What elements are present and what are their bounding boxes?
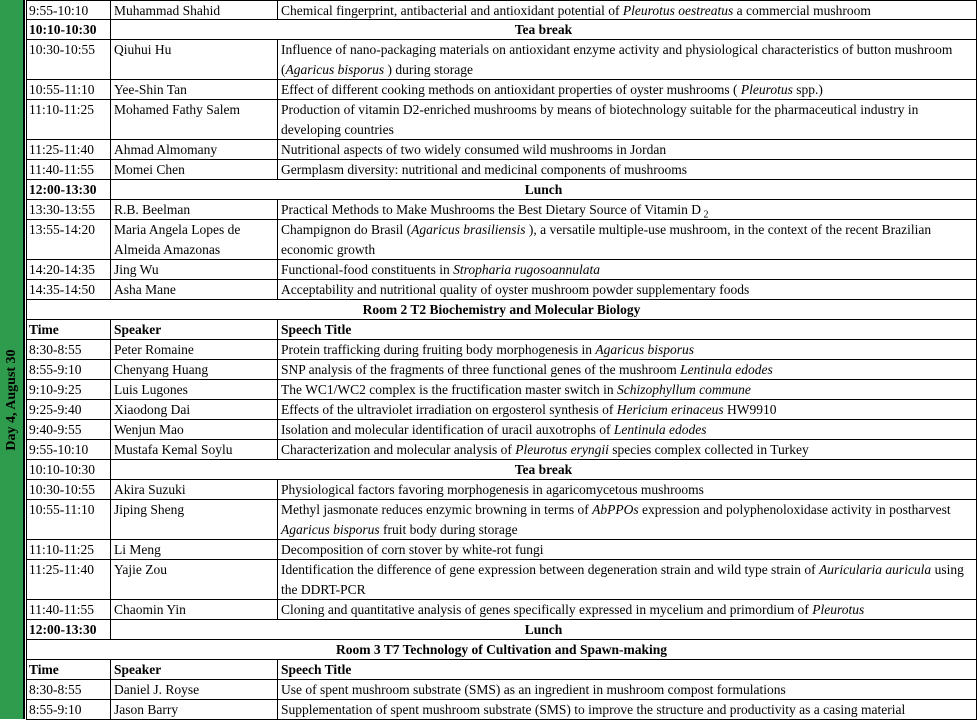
species-name: Lentinula edodes [613, 422, 707, 437]
speaker-cell: Jiping Sheng [111, 500, 278, 539]
title-text: SNP analysis of the fragments of three functional genes of the mushroom [281, 362, 681, 377]
speaker-cell: Qiuhui Hu [111, 40, 278, 79]
time-cell: 9:40-9:55 [27, 420, 111, 439]
lunch-time: 12:00-13:30 [27, 180, 111, 199]
title-text: HW9910 [723, 402, 777, 417]
time-cell: 9:10-9:25 [27, 380, 111, 399]
table-row [26, 380, 977, 400]
title-cell [278, 160, 976, 179]
title-text: Decomposition of corn stover by white-rot fungi [281, 542, 544, 557]
table-row [26, 360, 977, 380]
title-cell [278, 440, 976, 459]
title-text: using the DDRT-PCR [281, 562, 964, 597]
title-text: Physiological factors favoring morphogenesis in agaricomycetous mushrooms [281, 482, 704, 497]
column-header-row [26, 660, 977, 680]
title-cell [278, 420, 976, 439]
column-header-row [26, 320, 977, 340]
time-cell: 9:55-10:10 [27, 440, 111, 459]
table-row [26, 500, 977, 540]
title-cell [278, 560, 976, 599]
title-cell [278, 1, 976, 19]
tea-break-row [26, 20, 977, 40]
day-sidebar [0, 0, 25, 719]
lunch-time: 12:00-13:30 [27, 620, 111, 639]
speaker-cell: Jing Wu [111, 260, 278, 279]
time-cell: 11:25-11:40 [27, 140, 111, 159]
speaker-cell: Luis Lugones [111, 380, 278, 399]
species-name: Agaricus brasiliensis [411, 222, 526, 237]
time-cell: 8:30-8:55 [27, 680, 111, 699]
room-title: Room 3 T7 Technology of Cultivation and Spawn-making [336, 642, 667, 657]
table-row [26, 200, 977, 220]
title-text: Cloning and quantitative analysis of genes specifically expressed in mycelium and primordium of [281, 602, 813, 617]
table-row [26, 280, 977, 300]
table-row [26, 540, 977, 560]
species-name: Pleurotus [740, 82, 793, 97]
title-cell [278, 540, 976, 559]
title-text: Characterization and molecular analysis of [281, 442, 516, 457]
title-text: spp.) [792, 82, 823, 97]
table-row [26, 40, 977, 80]
species-name: Stropharia rugosoannulata [453, 262, 601, 277]
title-text: ), a versatile multiple-use mushroom, in the context of the recent Brazilian economic growth [281, 222, 932, 257]
title-cell [278, 360, 976, 379]
speaker-cell: Akira Suzuki [111, 480, 278, 499]
title-cell [278, 260, 976, 279]
tea-break-row [26, 460, 977, 480]
time-cell: 13:30-13:55 [27, 200, 111, 219]
table-row [26, 560, 977, 600]
room-header [26, 640, 977, 660]
title-cell [278, 140, 976, 159]
title-text: Effect of different cooking methods on antioxidant properties of oyster mushrooms ( [281, 82, 741, 97]
title-cell [278, 80, 976, 99]
time-cell: 8:55-9:10 [27, 700, 111, 719]
title-text: Identification the difference of gene expression between degeneration strain and wild type strain of [281, 562, 820, 577]
table-row [26, 420, 977, 440]
time-cell: 11:25-11:40 [27, 560, 111, 599]
speaker-cell: Wenjun Mao [111, 420, 278, 439]
table-row [26, 440, 977, 460]
speaker-cell: Momei Chen [111, 160, 278, 179]
time-cell: 9:55-10:10 [27, 1, 111, 19]
time-cell: 10:30-10:55 [27, 480, 111, 499]
lunch-label: Lunch [524, 182, 563, 197]
table-row [26, 340, 977, 360]
table-row [26, 260, 977, 280]
room-header [26, 300, 977, 320]
table-row [26, 400, 977, 420]
speaker-cell: Mohamed Fathy Salem [111, 100, 278, 139]
time-cell: 11:40-11:55 [27, 600, 111, 619]
title-text: The WC1/WC2 complex is the fructification master switch in [281, 382, 618, 397]
species-name: Schizophyllum commune [617, 382, 751, 397]
title-text: Effects of the ultraviolet irradiation on ergosterol synthesis of [281, 402, 617, 417]
time-cell: 11:10-11:25 [27, 540, 111, 559]
title-cell [278, 680, 976, 699]
title-cell [278, 700, 976, 719]
title-text: fruit body during storage [379, 521, 518, 537]
species-name: Pleurotus eryngii [515, 442, 609, 457]
title-text: Use of spent mushroom substrate (SMS) as an ingredient in mushroom compost formulations [281, 682, 786, 697]
speaker-cell: Muhammad Shahid [111, 1, 278, 19]
title-text: Supplementation of spent mushroom substrate (SMS) to improve the structure and productivity as a casing material [281, 702, 906, 717]
time-cell: 8:55-9:10 [27, 360, 111, 379]
title-column-header: Speech Title [281, 322, 352, 337]
table-row [26, 700, 977, 720]
title-text: expression and polyphenoloxidase activity in postharvest [638, 502, 951, 517]
title-text: a commercial mushroom [733, 3, 871, 18]
speaker-cell: Li Meng [111, 540, 278, 559]
title-text: species complex collected in Turkey [608, 442, 809, 457]
title-text: Protein trafficking during fruiting body morphogenesis in [281, 342, 596, 357]
title-text: Influence of nano-packaging materials on antioxidant enzyme activity and physiological characteristics of button mushroom ( [281, 42, 953, 77]
time-cell: 10:30-10:55 [27, 40, 111, 79]
title-column-header: Speech Title [281, 662, 352, 677]
title-cell [278, 40, 976, 79]
break-time: 10:10-10:30 [27, 460, 111, 479]
lunch-row [26, 620, 977, 640]
break-label: Tea break [514, 462, 573, 477]
speaker-cell: Chenyang Huang [111, 360, 278, 379]
speaker-cell: Mustafa Kemal Soylu [111, 440, 278, 459]
table-row [26, 600, 977, 620]
time-cell: 11:10-11:25 [27, 100, 111, 139]
time-cell: 9:25-9:40 [27, 400, 111, 419]
table-row [26, 480, 977, 500]
time-cell: 11:40-11:55 [27, 160, 111, 179]
species-name: Agaricus bisporus [595, 342, 694, 357]
room-title: Room 2 T2 Biochemistry and Molecular Biology [362, 302, 641, 317]
subscript: 2 [701, 209, 709, 219]
table-row [26, 160, 977, 180]
time-cell: 10:55-11:10 [27, 80, 111, 99]
title-text: Methyl jasmonate reduces enzymic browning in terms of [281, 502, 593, 517]
title-text: Production of vitamin D2-enriched mushrooms by means of biotechnology suitable for the pharmaceutical industry in developing countries [281, 102, 919, 137]
species-name: Agaricus bisporus [285, 61, 385, 77]
title-cell [278, 280, 976, 299]
title-cell [278, 220, 976, 259]
table-row [26, 80, 977, 100]
speaker-cell: Yajie Zou [111, 560, 278, 599]
lunch-row [26, 180, 977, 200]
speaker-cell: Yee-Shin Tan [111, 80, 278, 99]
title-cell [278, 500, 976, 539]
break-label: Tea break [514, 22, 573, 37]
species-name: Pleurotus [812, 602, 865, 617]
title-cell [278, 340, 976, 359]
time-column-header: Time [27, 320, 111, 339]
speaker-cell: Ahmad Almomany [111, 140, 278, 159]
title-text: Practical Methods to Make Mushrooms the Best Dietary Source of Vitamin D [281, 202, 701, 217]
time-cell: 10:55-11:10 [27, 500, 111, 539]
species-name: Auricularia auricula [819, 562, 932, 577]
speaker-cell: Peter Romaine [111, 340, 278, 359]
time-column-header: Time [27, 660, 111, 679]
day-label: Day 4, August 30 [4, 349, 19, 451]
schedule-table [26, 0, 977, 720]
title-text: Isolation and molecular identification of uracil auxotrophs of [281, 422, 614, 437]
species-name: Pleurotus oestreatus [622, 3, 734, 18]
time-cell: 14:35-14:50 [27, 280, 111, 299]
table-row [26, 100, 977, 140]
title-cell [278, 600, 976, 619]
speaker-cell: Chaomin Yin [111, 600, 278, 619]
break-time: 10:10-10:30 [27, 20, 111, 39]
time-cell: 13:55-14:20 [27, 220, 111, 259]
speaker-cell: Daniel J. Royse [111, 680, 278, 699]
table-row [26, 0, 977, 20]
title-text: Chemical fingerprint, antibacterial and antioxidant potential of [281, 3, 623, 18]
species-name: Hericium erinaceus [616, 402, 724, 417]
title-cell [278, 100, 976, 139]
species-name: Agaricus bisporus [281, 521, 380, 537]
speaker-cell: Asha Mane [111, 280, 278, 299]
title-cell [278, 400, 976, 419]
species-name: Lentinula edodes [680, 362, 773, 377]
title-cell [278, 380, 976, 399]
title-text: Champignon do Brasil ( [281, 222, 412, 237]
time-cell: 8:30-8:55 [27, 340, 111, 359]
table-row [26, 680, 977, 700]
title-text: Nutritional aspects of two widely consumed wild mushrooms in Jordan [281, 142, 667, 157]
title-cell [278, 480, 976, 499]
title-text: ) during storage [384, 61, 473, 77]
table-row [26, 140, 977, 160]
speaker-cell: R.B. Beelman [111, 200, 278, 219]
speaker-column-header: Speaker [111, 660, 278, 679]
speaker-cell: Jason Barry [111, 700, 278, 719]
speaker-cell: Xiaodong Dai [111, 400, 278, 419]
title-cell [278, 200, 976, 219]
species-name: AbPPOs [592, 502, 639, 517]
title-text: Germplasm diversity: nutritional and medicinal components of mushrooms [281, 162, 688, 177]
title-text: Functional-food constituents in [281, 262, 454, 277]
title-text: Acceptability and nutritional quality of oyster mushroom powder supplementary foods [281, 282, 750, 297]
speaker-cell: Maria Angela Lopes de Almeida Amazonas [111, 220, 278, 259]
speaker-column-header: Speaker [111, 320, 278, 339]
time-cell: 14:20-14:35 [27, 260, 111, 279]
lunch-label: Lunch [524, 622, 563, 637]
table-row [26, 220, 977, 260]
